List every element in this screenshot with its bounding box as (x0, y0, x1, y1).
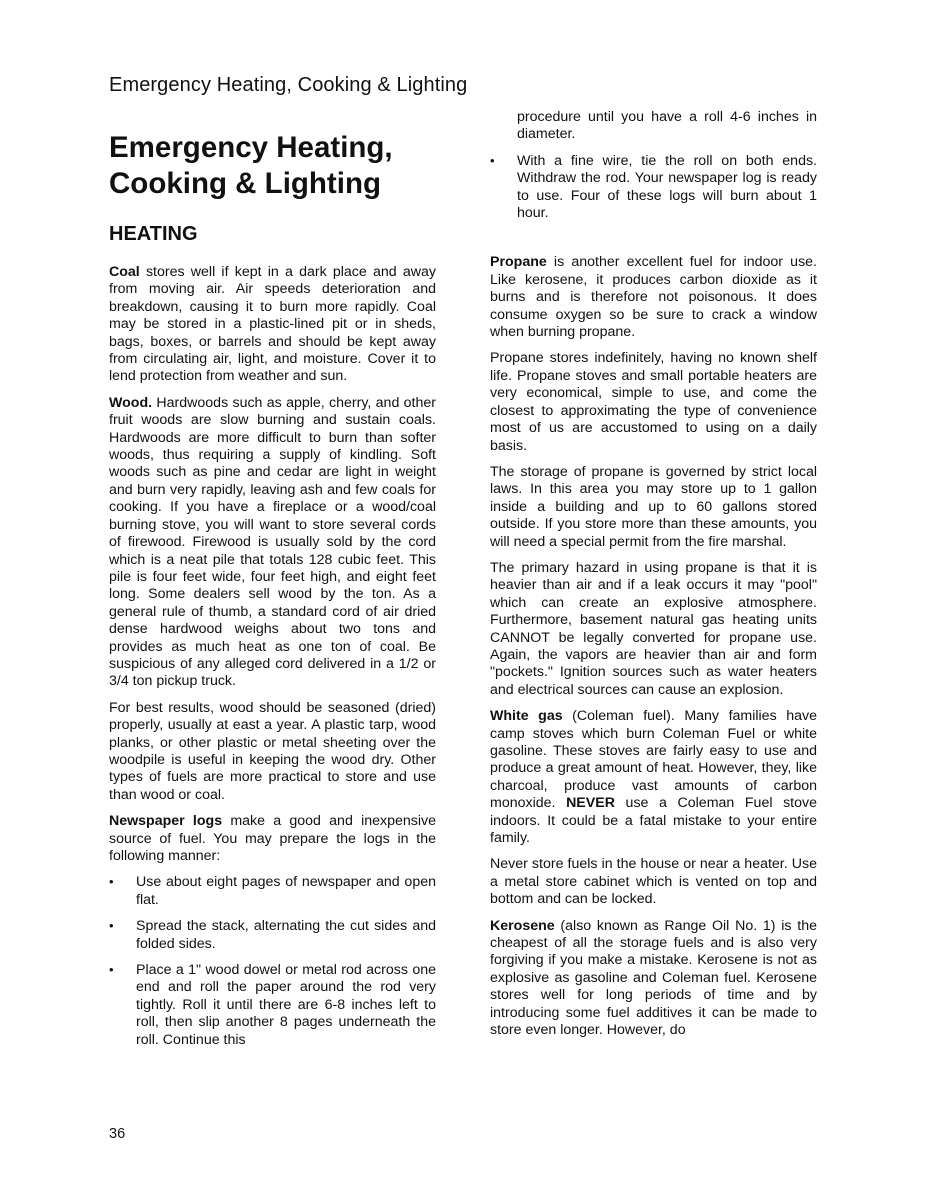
coal-paragraph (109, 264, 436, 386)
list-item: • Use about eight pages of newspaper and open flat. (109, 874, 436, 909)
wood-text: Hardwoods such as apple, cherry, and other fruit woods are slow burning and sustain coals. Hardwoods are more difficult to burn than softer woods, thus requiring a supply of kindling. Soft woods such as pine and cedar are light in weight and burn very rapidly, leaving ash and few coals for cooking. If you have a fireplace or a wood/coal burning stove, you will want to store several cords of firewood. Firewood is usually sold by the cord which is a neat pile that totals 128 cubic feet. This pile is four feet wide, four feet high, and eight feet long. Some dealers sell wood by the ton. As a general rule of thumb, a standard cord of air dried dense hardwood weighs about two tons and provides as much heat as one ton of coal. Be suspicious of any alleged cord delivered in a 1/2 or 3/4 ton pickup truck. (109, 394, 436, 690)
coal-text: stores well if kept in a dark place and away from moving air. Air speeds deterioration and breakdown, causing it to burn more rapidly. Coal may be stored in a plastic-lined pit or in sheds, bags, boxes, or barrels and should be kept away from circulating air, light, and moisture. Cover it to lend protection from weather and sun. (109, 264, 436, 385)
white-gas-text-b: use a Coleman Fuel stove indoors. It could be a fatal mistake to your entire family. (490, 795, 817, 847)
page-title (109, 130, 436, 202)
propane-text: is another excellent fuel for indoor use. Like kerosene, it produces carbon dioxide as it burns and is therefore not poisonous. It does consume oxygen so be sure to crack a window when burning propane. (490, 254, 817, 341)
kerosene-paragraph (490, 918, 817, 1040)
title-line-1: Emergency Heating, (109, 131, 393, 164)
newspaper-label: Newspaper logs (109, 813, 223, 830)
title-line-2: Cooking & Lighting (109, 167, 381, 200)
left-column (109, 130, 436, 1058)
newspaper-steps-list-continued (490, 153, 817, 223)
kerosene-text: (also known as Range Oil No. 1) is the cheapest of all the storage fuels and is also very forgiving if you make a mistake. Kerosene is not as explosive as gasoline and Coleman fuel. Kerosene stores well for long periods of time and by introducing some fuel additives it can be made to store even longer. However, do (490, 917, 817, 1039)
never-emphasis: NEVER (566, 795, 615, 812)
propane-hazard-paragraph: The primary hazard in using propane is that it is heavier than air and if a leak occurs it may "pool" which can create an explosive atmosphere. Furthermore, basement natural gas heating units CANNOT be legally converted for propane use. Again, the vapors are heavier than air and form "pockets." Ignition sources such as water heaters and electrical sources can cause an explosion. (490, 559, 817, 698)
section-heading: HEATING (109, 223, 198, 245)
propane-paragraph (490, 254, 817, 341)
white-gas-label: White gas (490, 708, 563, 725)
list-item: • With a fine wire, tie the roll on both ends. Withdraw the rod. Your newspaper log is ready to use. Four of these logs will burn about 1 hour. (490, 153, 817, 223)
propane-label: Propane (490, 254, 547, 271)
step3-continued: procedure until you have a roll 4-6 inches in diameter. (517, 109, 817, 143)
newspaper-text: make a good and inexpensive source of fuel. You may prepare the logs in the following manner: (109, 813, 436, 864)
list-item: • Spread the stack, alternating the cut sides and folded sides. (109, 918, 436, 953)
wood-label: Wood. (109, 394, 153, 411)
coal-label: Coal (109, 264, 140, 280)
right-column (490, 109, 817, 1049)
propane-shelf-life-paragraph: Propane stores indefinitely, having no known shelf life. Propane stoves and small portable heaters are very economical, simple to use, and come the closest to approximating the type of convenience most of us are accustomed to using on a daily basis. (490, 350, 817, 454)
fuel-storage-paragraph: Never store fuels in the house or near a heater. Use a metal store cabinet which is vented on top and bottom and can be locked. (490, 856, 817, 908)
wood-seasoning-paragraph: For best results, wood should be seasoned (dried) properly, usually at east a year. A plastic tarp, wood planks, or other plastic or metal sheeting over the woodpile is useful in keeping the wood dry. Other types of fuels are more practical to store and use than wood or coal. (109, 699, 436, 803)
list-item: • Place a 1" wood dowel or metal rod across one end and roll the paper around the rod very tightly. Roll it until there are 6-8 inches left to roll, then slip another 8 pages underneath the roll. Continue this (109, 962, 436, 1049)
newspaper-paragraph (109, 813, 436, 865)
white-gas-text-a: (Coleman fuel). Many families have camp stoves which burn Coleman Fuel or white gasoline. These stoves are fairly easy to use and produce a great amount of heat. However, they, like charcoal, produce vast amounts of carbon monoxide. (490, 708, 817, 812)
newspaper-steps-list (109, 874, 436, 1049)
running-head: Emergency Heating, Cooking & Lighting (109, 74, 468, 96)
white-gas-paragraph (490, 708, 817, 847)
kerosene-label: Kerosene (490, 917, 555, 934)
propane-storage-paragraph: The storage of propane is governed by strict local laws. In this area you may store up to 1 gallon inside a building and up to 60 gallons stored outside. If you store more than these amounts, you will need a special permit from the fire marshal. (490, 463, 817, 550)
wood-paragraph (109, 395, 436, 691)
page-number: 36 (109, 1126, 126, 1142)
